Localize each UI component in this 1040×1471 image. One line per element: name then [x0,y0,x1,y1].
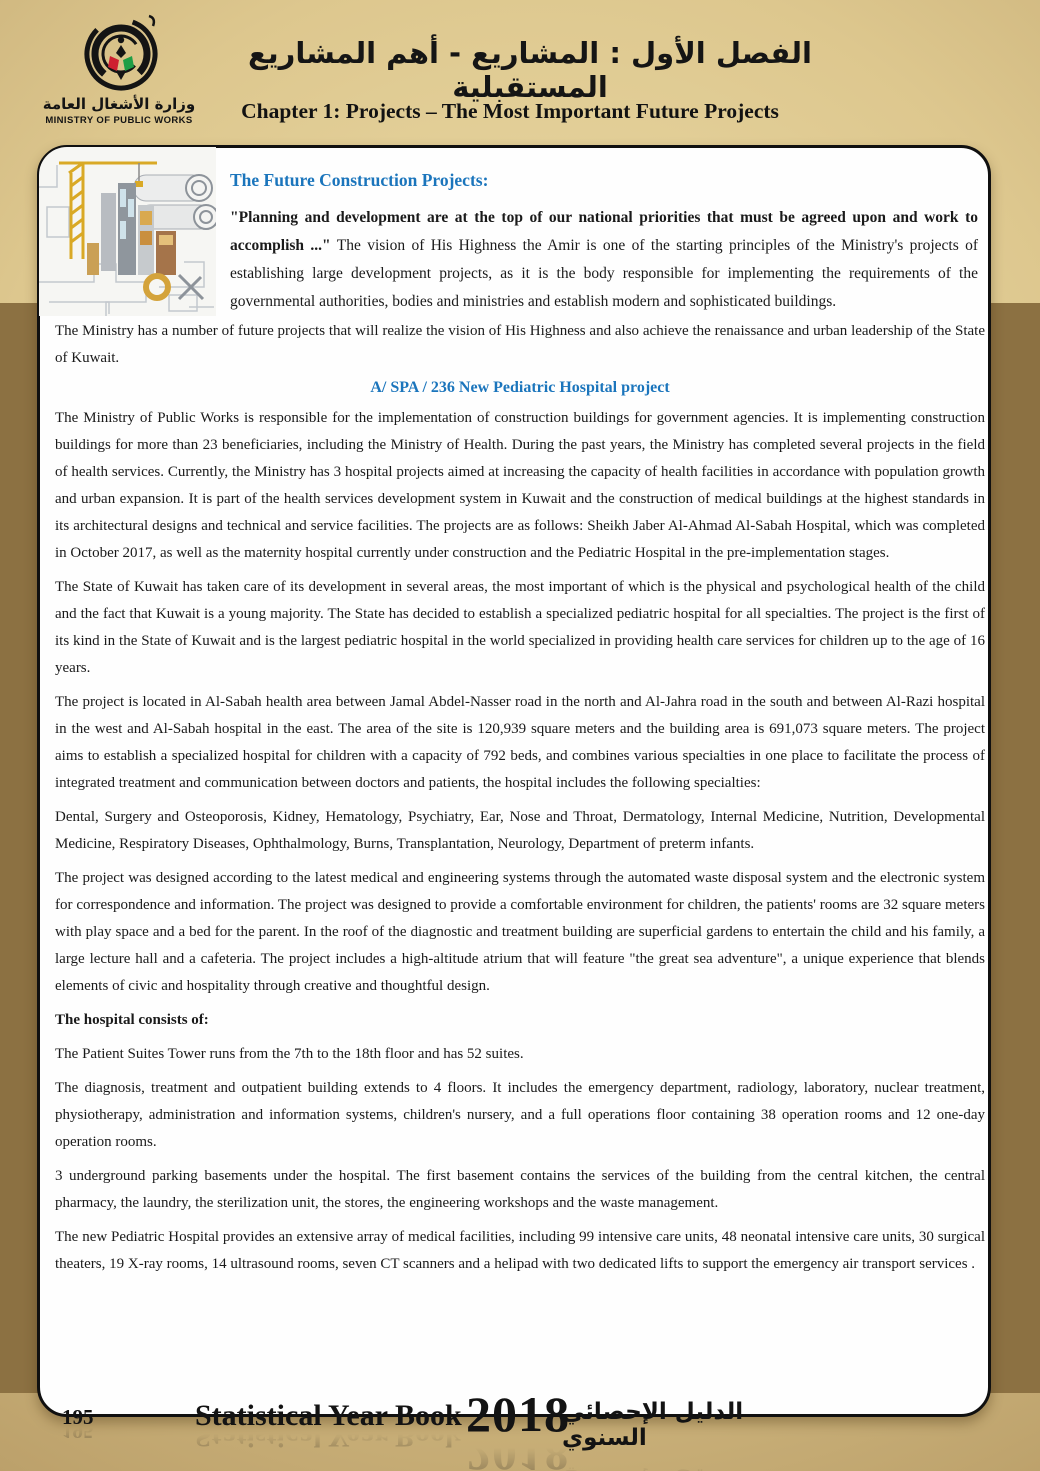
consists-heading: The hospital consists of: [55,1012,209,1028]
paragraph: The project is located in Al-Sabah health area between Jamal Abdel-Nasser road in the north and Al-Jahra road in the south and between Al-Razi hospital in the west and Al-Sabah hospital in the east. The area of the site is 120,939 square meters and the building area is 691,073 square meters. The project aims to establish a specialized hospital for children with a capacity of 792 beds, and combines various specialties in one place to facilitate the process of integrated treatment and communication between doctors and patients, the hospital includes the following specialties: [55,694,985,791]
paragraph: The Ministry has a number of future projects that will realize the vision of His Highness and also achieve the renaissance and urban leadership of the State of Kuwait. [55,323,985,366]
intro-heading: The Future Construction Projects: [230,170,489,190]
project-section-heading: A/ SPA / 236 New Pediatric Hospital project [370,379,670,396]
book-title: Statistical Year Book [195,1399,462,1432]
ministry-logo-icon [59,12,179,96]
intro-quote: "Planning and development are at the top of our national priorities that must be agreed upon and work to accomplish ..." [230,209,978,254]
construction-image [39,147,216,316]
paragraph: The Ministry of Public Works is responsible for the implementation of construction buildings for government agencies. It is implementing construction buildings for more than 23 beneficiaries, including the Ministry of Health. During the past years, the Ministry has completed several projects in the field of health services. Currently, the Ministry has 3 hospital projects aimed at increasing the capacity of health facilities in accordance with population growth and urban expansion. It is part of the health services development system in Kuwait and the construction of medical buildings at the highest standards in its architectural designs and technical and service facilities. The projects are as follows: Sheikh Jaber Al-Ahmad Al-Sabah Hospital, which was completed in October 2017, as well as the maternity hospital currently under construction and the Pediatric Hospital in the pre-implementation stages. [55,410,985,561]
paragraph: The project was designed according to the latest medical and engineering systems through the automated waste disposal system and the electronic system for correspondence and information. The project was designed to provide a comfortable environment for children, the patients' rooms are 32 square meters with play space and a bed for the parent. In the roof of the diagnostic and treatment building are superficial gardens to entertain the child and his family, a large lecture hall and a cafeteria. The project includes a high-altitude atrium that will feature "the great sea adventure", a unique experience that blends elements of civic and hospitality through creative and thoughtful design. [55,870,985,994]
content-card [37,145,991,1417]
chapter-title-arabic: الفصل الأول : المشاريع - أهم المشاريع المستقبلية [247,36,812,104]
body-text [55,318,985,1285]
intro-paragraph [230,204,978,316]
intro-text: The vision of His Highness the Amir is one of the starting principles of the Ministry's projects of establishing large development projects, as it is the body responsible for implementing the requirements of the governmental authorities, bodies and ministries and establish modern and sophisticated buildings. [230,237,978,310]
paragraph: The diagnosis, treatment and outpatient building extends to 4 floors. It includes the emergency department, radiology, laboratory, nuclear treatment, physiotherapy, administration and information systems, children's nursery, and a full operations floor containing 38 operation rooms and 12 one-day operation rooms. [55,1080,985,1150]
book-year: 2018 [466,1386,570,1442]
paragraph: Dental, Surgery and Osteoporosis, Kidney, Hematology, Psychiatry, Ear, Nose and Throat, Dermatology, Internal Medicine, Nutrition, Developmental Medicine, Respiratory Diseases, Ophthalmology, Burns, Transplantation, Neurology, Department of preterm infants. [55,809,985,852]
ministry-name-english: MINISTRY OF PUBLIC WORKS [45,114,193,126]
intro-section [230,170,978,316]
paragraph: The Patient Suites Tower runs from the 7th to the 18th floor and has 52 suites. [55,1046,524,1062]
ministry-name-arabic: وزارة الأشغال العامة [42,95,196,113]
chapter-title-english: Chapter 1: Projects – The Most Important Future Projects [241,99,779,123]
book-title-arabic: الدليل الإحصائي السنوي [562,1399,744,1451]
paragraph: The State of Kuwait has taken care of its development in several areas, the most important of which is the physical and psychological health of the child and the fact that Kuwait is a young majority. The State has decided to establish a specialized pediatric hospital for all specialties. The project is the first of its kind in the State of Kuwait and is the largest pediatric hospital in the world specialized in providing health care services for children up to the age of 16 years. [55,579,985,676]
page-number: 195 [62,1405,94,1429]
paragraph: 3 underground parking basements under the hospital. The first basement contains the services of the building from the central kitchen, the central pharmacy, the laundry, the sterilization unit, the stores, the engineering workshops and the waste management. [55,1168,985,1211]
paragraph: The new Pediatric Hospital provides an extensive array of medical facilities, including 99 intensive care units, 48 neonatal intensive care units, 30 surgical theaters, 19 X-ray rooms, 14 ultrasound rooms, seven CT scanners and a helipad with two dedicated lifts to support the emergency air transport services . [55,1229,985,1272]
